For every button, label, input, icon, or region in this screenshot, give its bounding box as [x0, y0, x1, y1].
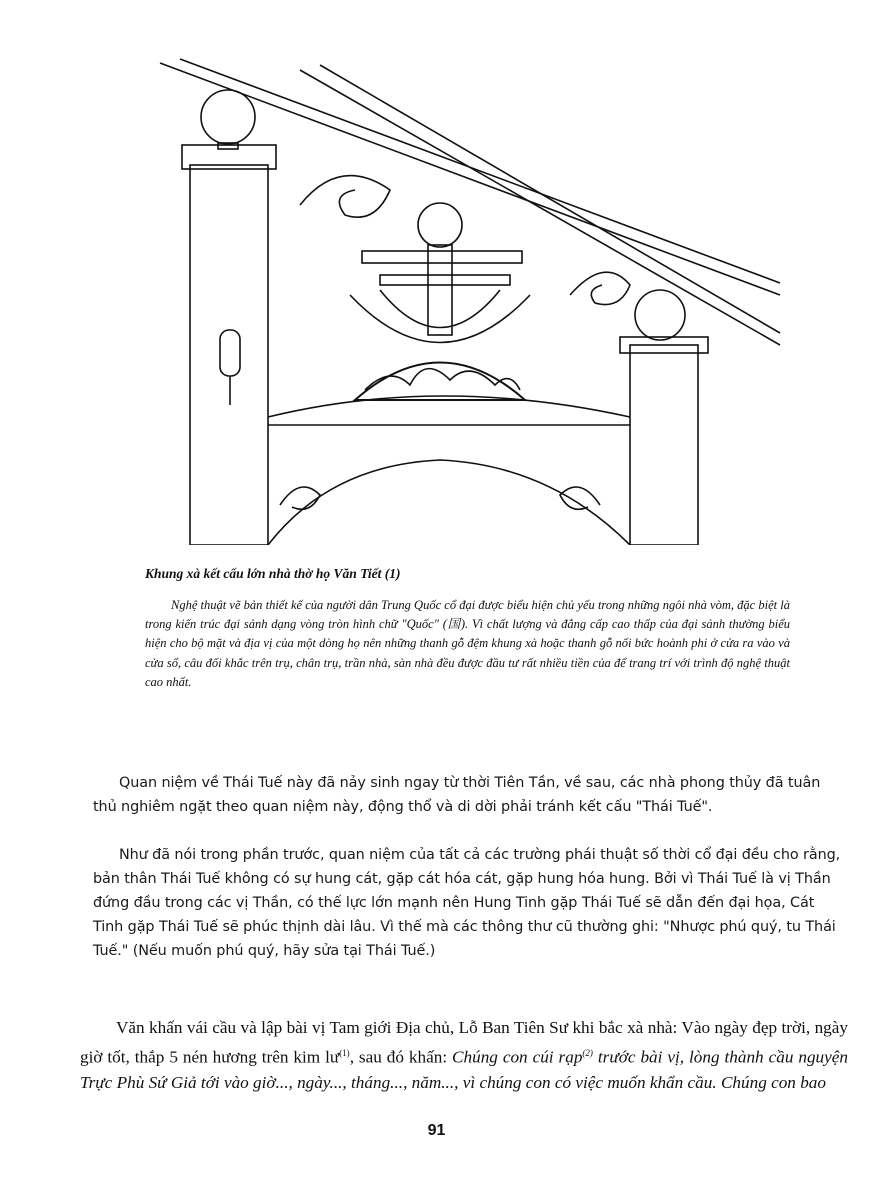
figure-caption-body: Nghệ thuật vẽ bản thiết kế của người dân Trung Quốc cổ đại được biểu hiện chủ yếu trong những ngôi nhà vòm, đặc biệt là trong kiến trúc đại sảnh dạng vòng tròn hình chữ "Quốc" (国). Vì chất lượng và đẳng cấp cao thấp của đại sảnh thường biểu hiện cho bộ mặt và địa vị của một dòng họ nên những thanh gỗ đệm khung xà hoặc thanh gỗ nối bức hoành phi ở cửa ra vào và cửa sổ, câu đối khắc trên trụ, chân trụ, trần nhà, sàn nhà đều được đầu tư rất nhiều tiền của để trang trí với trình độ nghệ thuật cao nhất.: [145, 598, 790, 689]
beam-frame-drawing: [150, 45, 790, 545]
paragraph-3-italic-1: Chúng con cúi rạp: [452, 1047, 583, 1067]
body-paragraph-1: Quan niệm về Thái Tuế này đã nảy sinh ngay từ thời Tiên Tần, về sau, các nhà phong thủy đã tuân thủ nghiêm ngặt theo quan niệm này, động thổ và di dời phải tránh kết cấu "Thái Tuế".: [93, 775, 821, 815]
architectural-illustration: [150, 45, 790, 545]
paragraph-3-italic-2: trước bài vị, lòng thành cầu nguyện Trực Phù Sứ Giả tới vào giờ..., ngày..., tháng..., năm..., vì chúng con có việc muốn khẩn cầu. Chúng con bao: [80, 1047, 848, 1092]
figure-caption-title: Khung xà kết cấu lớn nhà thờ họ Văn Tiết (1): [145, 566, 401, 581]
footnote-marker-2: (2): [582, 1047, 593, 1058]
page-number: 91: [427, 1122, 446, 1139]
body-paragraph-2: Như đã nói trong phần trước, quan niệm của tất cả các trường phái thuật số thời cổ đại đều cho rằng, bản thân Thái Tuế không có sự hung cát, gặp cát hóa cát, gặp hung hóa hung. Bởi vì Thái Tuế là vị Thần đứng đầu trong các vị Thần, có thế lực lớn mạnh nên Hung Tinh gặp Thái Tuế sẽ dẫn đến đại họa, Cát Tinh gặp Thái Tuế sẽ phúc thịnh dài lâu. Vì thế mà các thông thư cũ thường ghi: "Nhược phú quý, tu Thái Tuế." (Nếu muốn phú quý, hãy sửa tại Thái Tuế.): [93, 847, 841, 959]
paragraph-3-text-2: , sau đó khấn:: [349, 1047, 453, 1067]
footnote-marker-1: (1): [339, 1047, 350, 1058]
body-paragraph-3: [80, 1015, 848, 1095]
paragraph-3-text-1: Văn khấn vái cầu và lập bài vị Tam giới Địa chủ, Lỗ Ban Tiên Sư khi bắc xà nhà: Vào ngày đẹp trời, ngày giờ tốt, thắp 5 nén hương trên kim lư: [80, 1018, 848, 1067]
